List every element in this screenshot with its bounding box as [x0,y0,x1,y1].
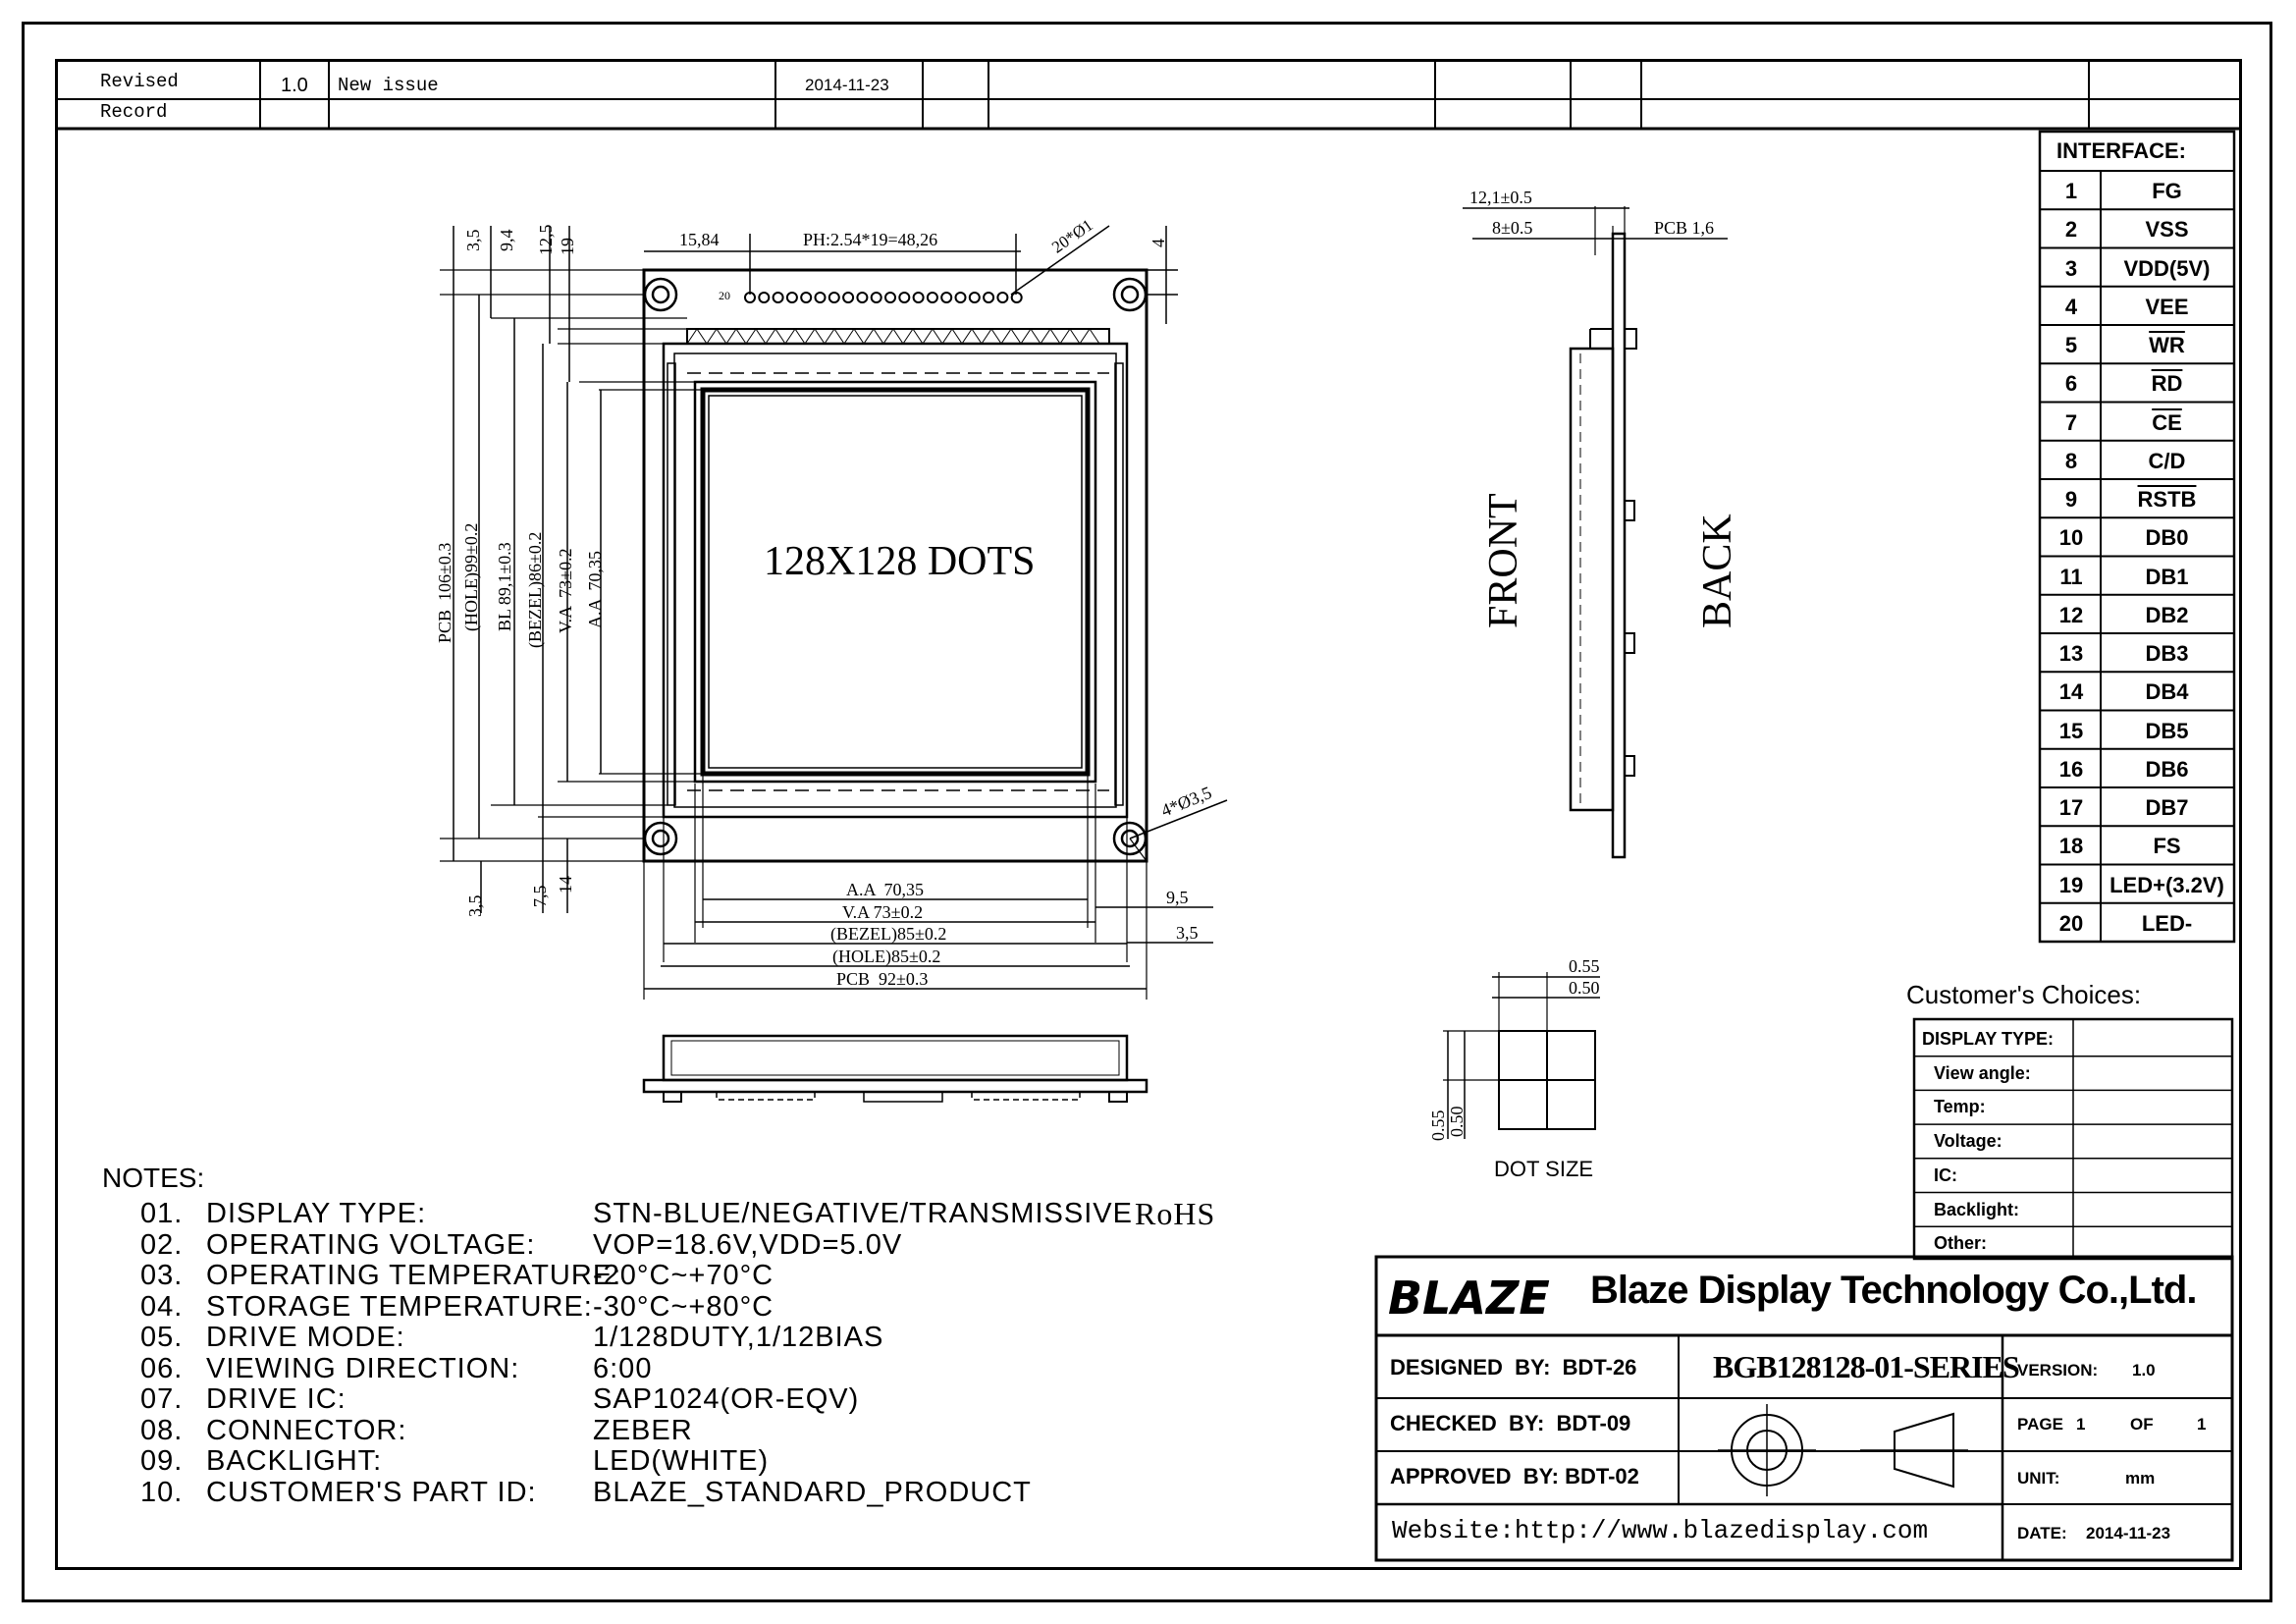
note-num: 02. [140,1228,184,1261]
customer-choice-label: Other: [1934,1233,1987,1254]
note-value: LED(WHITE) [593,1445,770,1477]
interface-pin-signal: $\overline{RD}$ [2151,371,2183,397]
part-number: BGB128128-01-SERIES [1713,1349,2019,1384]
checked-by: CHECKED BY: BDT-09 [1390,1411,1631,1435]
interface-pin-number: 1 [2064,179,2078,203]
approved-by: APPROVED BY: BDT-02 [1390,1464,1639,1489]
note-label: CUSTOMER'S PART ID: [206,1476,537,1508]
dim-top-4: 4 [1148,239,1168,247]
version-value: 1.0 [2132,1361,2156,1380]
interface-pin-number: 11 [2059,564,2083,589]
unit-value: mm [2125,1469,2156,1488]
note-value: ZEBER [593,1414,693,1446]
interface-pin-number: 20 [2058,910,2084,936]
dim-bottom-3-5: 3,5 [465,894,485,917]
interface-pin-number: 6 [2064,371,2078,397]
dim-bl-height: BL 89,1±0.3 [495,542,514,631]
interface-pin-signal: LED+(3.2V) [2109,872,2224,897]
interface-pin-signal: DB5 [2145,718,2189,743]
customer-choice-label: Voltage: [1934,1131,2002,1152]
interface-pin-number: 15 [2058,718,2084,743]
note-num: 03. [140,1260,184,1291]
customer-choice-label: Temp: [1934,1097,1986,1117]
dim-15-84: 15,84 [679,230,720,249]
interface-pin-signal: RSTB [2137,487,2197,512]
dim-side-12-1: 12,1±0.5 [1469,188,1532,207]
note-label: VIEWING DIRECTION: [206,1352,520,1384]
interface-pin-number: 19 [2058,872,2084,897]
note-value: VOP=18.6V,VDD=5.0V [593,1228,903,1261]
note-num: 04. [140,1290,184,1323]
note-value: 6:00 [593,1352,653,1384]
dim-bottom-7-5: 7,5 [530,885,550,907]
dot-size-label: DOT SIZE [1494,1157,1594,1181]
dim-aa-height: A.A 70,35 [585,550,605,628]
note-label: OPERATING VOLTAGE: [206,1228,536,1261]
unit-label: UNIT: [2017,1469,2060,1488]
note-label: DISPLAY TYPE: [206,1198,427,1229]
interface-pin-number: 13 [2058,641,2084,666]
dim-hole-height: (HOLE)99±0.2 [461,522,481,631]
interface-pin-number: 7 [2064,409,2078,435]
note-label: OPERATING TEMPERATURE: [206,1260,622,1291]
connector-pin [956,293,966,302]
connector-pin [914,293,924,302]
date-value: 2014-11-23 [2086,1524,2171,1543]
note-rohs: RoHS [1135,1196,1216,1231]
version-label: VERSION: [2017,1361,2099,1380]
interface-pin-number: 12 [2058,602,2084,627]
revised-label: Revised [100,71,179,92]
connector-pin [872,293,881,302]
customer-choices-title: Customer's Choices: [1906,980,2142,1009]
dim-left-19: 19 [558,238,577,255]
interface-pin-number: 2 [2064,217,2078,243]
note-num: 05. [140,1322,184,1353]
interface-pin-signal: $\overline{WR}$ [2149,333,2185,357]
note-label: STORAGE TEMPERATURE: [206,1290,593,1323]
note-num: 07. [140,1383,184,1415]
connector-pin [928,293,937,302]
blaze-logo-text: BLAZE [1388,1272,1550,1325]
note-num: 10. [140,1476,184,1508]
customer-choice-label: View angle: [1934,1062,2031,1083]
dim-left-3-5: 3,5 [463,229,483,251]
dim-dot-v055: 0.55 [1428,1110,1448,1141]
note-label: BACKLIGHT: [206,1445,383,1477]
blaze-logo [1382,1267,1588,1326]
connector-pin [984,293,993,302]
designed-by: DESIGNED BY: BDT-26 [1390,1355,1637,1380]
interface-pin-signal: DB6 [2145,756,2189,782]
note-value: SAP1024(OR-EQV) [593,1383,860,1415]
dim-aa-width: A.A 70,35 [846,880,925,899]
note-num: 01. [140,1198,184,1229]
interface-pin-number: 9 [2064,487,2078,512]
dim-pcb-width: PCB 92±0.3 [836,969,929,989]
dim-bezel-width: (BEZEL)85±0.2 [830,924,947,944]
interface-pin-signal: DB7 [2145,795,2189,820]
display-label: 128X128 DOTS [764,539,1036,584]
record-label: Record [100,101,168,123]
connector-pin [843,293,853,302]
note-num: 08. [140,1414,184,1446]
connector-pin [899,293,909,302]
note-num: 06. [140,1352,184,1384]
company-name: Blaze Display Technology Co.,Ltd. [1590,1269,2197,1312]
dim-side-pcb: PCB 1,6 [1654,218,1715,238]
connector-pin [829,293,839,302]
interface-pin-number: 17 [2058,795,2084,820]
note-label: CONNECTOR: [206,1414,407,1446]
dim-left-12-5: 12,5 [536,224,556,255]
dim-bottom-14: 14 [556,876,575,893]
connector-pin [997,293,1007,302]
note-label: DRIVE MODE: [206,1322,405,1353]
customer-choice-label: Backlight: [1934,1199,2020,1219]
connector-pin [857,293,867,302]
revision-description: New issue [338,75,439,96]
connector-pin [941,293,951,302]
interface-pin-signal: DB0 [2145,525,2189,551]
interface-pin-signal: $\overline{CE}$ [2152,409,2182,435]
interface-pin-signal: DB1 [2145,564,2189,589]
interface-pin-signal: DB3 [2145,641,2189,666]
dim-va-height: V.A 73±0.2 [556,548,575,633]
connector-pin [759,293,769,302]
dim-pin-hole: 20*Ø1 [1048,215,1096,257]
interface-pin-number: 3 [2064,255,2078,281]
interface-pin-number: 18 [2058,834,2084,859]
dim-va-width: V.A 73±0.2 [842,902,924,922]
connector-pin [774,293,783,302]
note-label: DRIVE IC: [206,1383,347,1415]
interface-pin-signal: VDD(5V) [2123,255,2211,281]
notes-title: NOTES: [102,1163,205,1193]
interface-pin-number: 8 [2064,448,2078,473]
customer-choice-label: IC: [1934,1164,1957,1185]
interface-pin-number: 10 [2058,525,2084,551]
dim-side-8: 8±0.5 [1492,218,1533,238]
note-value: BLAZE_STANDARD_PRODUCT [593,1476,1032,1508]
interface-pin-signal: VSS [2145,217,2189,243]
interface-pin-number: 5 [2064,333,2078,357]
dim-left-9-4: 9,4 [497,229,516,251]
interface-pin-signal: DB4 [2145,679,2189,705]
note-value: -20°C~+70°C [593,1260,774,1291]
dim-right-3-5: 3,5 [1176,923,1199,943]
revision-date: 2014-11-23 [805,76,889,94]
connector-pin [787,293,797,302]
connector-pin [801,293,811,302]
customer-choice-label: DISPLAY TYPE: [1922,1029,2055,1049]
dim-pitch: PH:2.54*19=48,26 [803,230,938,249]
page-label: PAGE [2017,1415,2063,1434]
dim-mount-hole: 4*Ø3,5 [1158,782,1215,821]
dim-pin-20: 20 [719,289,730,302]
interface-pin-signal: DB2 [2145,602,2189,627]
interface-title: INTERFACE: [2056,138,2186,163]
page-total: 1 [2197,1415,2207,1434]
page-of: OF [2130,1415,2154,1434]
date-label: DATE: [2017,1524,2067,1543]
connector-pin [816,293,826,302]
interface-pin-signal: FS [2153,834,2181,859]
dim-right-9-5: 9,5 [1166,888,1189,907]
dim-dot-055: 0.55 [1569,956,1600,976]
interface-pin-number: 4 [2064,294,2078,319]
note-value: 1/128DUTY,1/12BIAS [593,1322,884,1353]
note-value: STN-BLUE/NEGATIVE/TRANSMISSIVE [593,1198,1133,1229]
note-num: 09. [140,1445,184,1477]
interface-pin-number: 16 [2058,756,2084,782]
connector-pin [885,293,895,302]
website: Website:http://www.blazedisplay.com [1392,1516,1929,1545]
revision-version: 1.0 [281,75,308,96]
interface-pin-signal: FG [2152,179,2182,203]
front-label: FRONT [1481,493,1526,628]
dim-dot-050: 0.50 [1569,978,1600,998]
note-value: -30°C~+80°C [593,1290,774,1323]
interface-pin-signal: VEE [2145,294,2189,319]
interface-pin-signal: LED- [2141,910,2193,936]
page-num: 1 [2076,1415,2086,1434]
dim-dot-v050: 0.50 [1447,1106,1467,1137]
dim-pcb-height: PCB 106±0.3 [435,542,454,643]
back-label: BACK [1695,514,1740,628]
dim-bezel-height: (BEZEL)86±0.2 [525,531,545,648]
interface-pin-number: 14 [2058,679,2084,705]
dim-hole-width: (HOLE)85±0.2 [832,947,941,966]
interface-pin-signal: C/D [2148,448,2186,473]
connector-pin [970,293,980,302]
